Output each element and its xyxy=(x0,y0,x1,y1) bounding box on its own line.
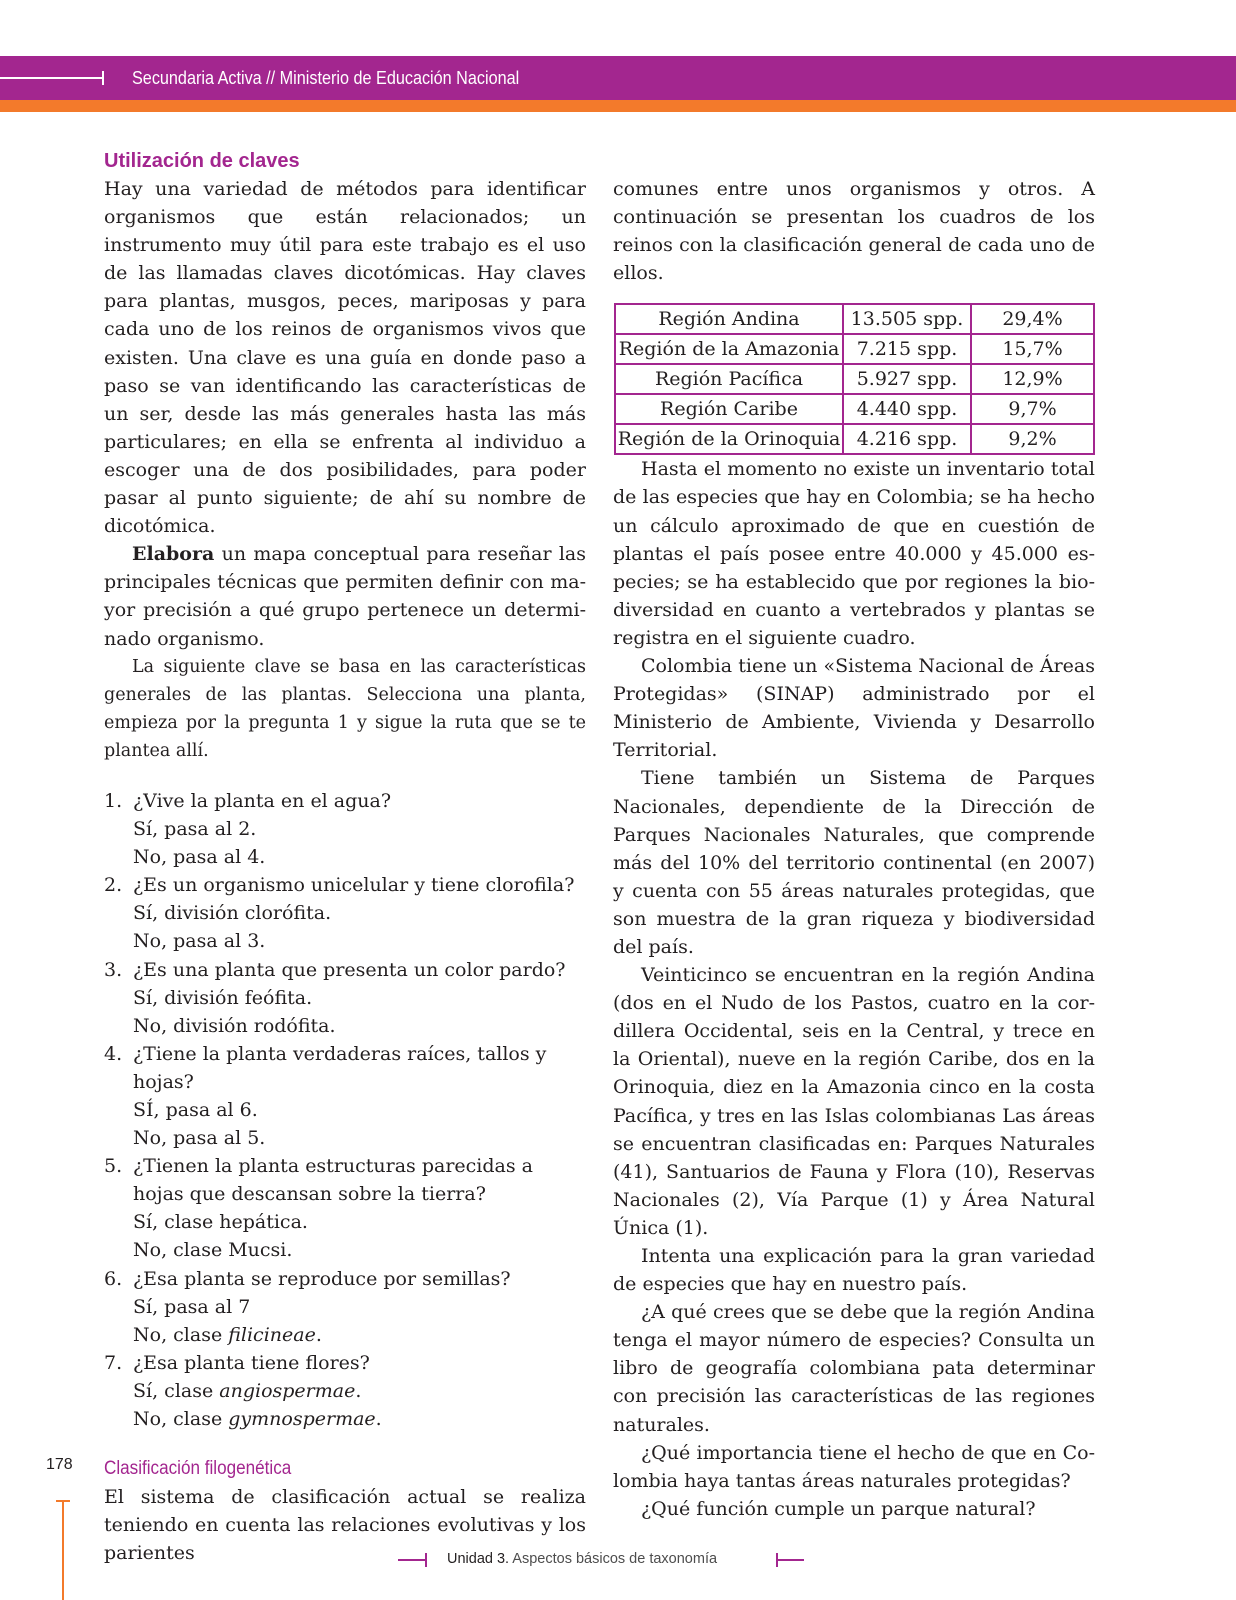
key-item xyxy=(104,1152,586,1264)
percent-cell: 29,4% xyxy=(971,304,1094,334)
percent-cell: 9,7% xyxy=(971,394,1094,424)
key-question: ¿Esa planta se reproduce por semillas? xyxy=(133,1267,511,1290)
key-answer-no: No, pasa al 3. xyxy=(133,930,266,953)
region-cell: Región Andina xyxy=(615,304,843,334)
key-answer-no: No, clase gymnospermae. xyxy=(133,1408,382,1431)
footer-rule-left-tick xyxy=(425,1553,427,1567)
footer-unit-label: Unidad 3. xyxy=(447,1551,510,1567)
region-cell: Región Caribe xyxy=(615,394,843,424)
key-item xyxy=(104,871,586,955)
header-title: Secundaria Activa // Ministerio de Educación Nacional xyxy=(132,68,520,88)
key-number: 7. xyxy=(104,1351,123,1374)
key-answer-no: No, pasa al 4. xyxy=(133,846,266,869)
key-answer-yes: Sí, división feófita. xyxy=(133,986,313,1009)
key-answer-yes: Sí, clase angiospermae. xyxy=(133,1379,362,1402)
key-number: 1. xyxy=(104,789,123,812)
key-question: ¿Esa planta tiene flores? xyxy=(133,1351,370,1374)
paragraph-clave-plantas: La siguiente clave se basa en las características generales de las plantas. Selecciona una planta, empieza por la pregunta 1 y sigue la ruta que se te plantea allí. xyxy=(104,656,586,761)
paragraph-reinos: comunes entre unos organismos y otros. A continuación se presentan los cuadros de los reinos con la clasificación general de cada uno de ellos. xyxy=(613,178,1095,285)
percent-cell: 15,7% xyxy=(971,334,1094,364)
key-answer-yes: Sí, pasa al 2. xyxy=(133,818,257,841)
region-cell: Región de la Orinoquia xyxy=(615,424,843,454)
footer-margin-rule xyxy=(62,1500,64,1600)
key-answer-yes: Sí, división clorófita. xyxy=(133,902,332,925)
paragraph-funcion-parque: ¿Qué función cumple un parque natural? xyxy=(641,1497,1036,1520)
taxon-name: filicineae xyxy=(228,1323,316,1346)
table-row xyxy=(615,364,1094,394)
species-by-region-table xyxy=(614,303,1095,455)
table-row xyxy=(615,304,1094,334)
species-count-cell: 4.216 spp. xyxy=(843,424,971,454)
paragraph-elabora xyxy=(104,540,586,652)
key-answer-no: No, clase filicineae. xyxy=(133,1323,322,1346)
section-heading-claves: Utilización de claves xyxy=(104,150,300,172)
region-cell: Región Pacífica xyxy=(615,364,843,394)
key-answer-yes: SÍ, pasa al 6. xyxy=(133,1099,258,1121)
taxon-name: gymnospermae xyxy=(228,1408,376,1431)
paragraph-claves-intro: Hay una variedad de métodos para identificar organismos que están relacionados; un instrumento muy útil para este trabajo es el uso de las llamadas claves dicotómicas. Hay claves para plantas, musgos, peces, mariposas y para cada uno de los reinos de organismos vivos que existen. Una clave es una guía en donde paso a paso se van identificando las características de un ser, desde las más generales hasta las más particulares; en ella se enfrenta al individuo a escoger una de dos posibilidades, para poder pasar al punto siguiente; de ahí su nombre de dicotómica. xyxy=(104,178,586,538)
species-count-cell: 5.927 spp. xyxy=(843,364,971,394)
paragraph-filogenetica: El sistema de clasificación actual se realiza teniendo en cuenta las relaciones evolutivas y los parientes xyxy=(104,1486,586,1565)
paragraph-distribucion: Veinticinco se encuentran en la región Andina (dos en el Nudo de los Pastos, cuatro en la cordillera Occidental, seis en la Central, y trece en la Oriental), nueve en la región Caribe, dos en la Orinoquia, diez en la Amazonia cinco en la costa Pacífica, y tres en las Islas colombianas Las áreas se encuentran clasificadas en: Parques Naturales (41), Santuarios de Fauna y Flora (10), Reservas Nacionales (2), Vía Parque (1) y Área Natural Única (1). xyxy=(613,964,1095,1239)
taxon-name: angiospermae xyxy=(219,1379,356,1402)
paragraph-importancia: ¿Qué importancia tiene el hecho de que en Colombia haya tantas áreas naturales protegidas? xyxy=(613,1441,1095,1492)
header-rule xyxy=(0,77,102,79)
percent-cell: 12,9% xyxy=(971,364,1094,394)
key-item xyxy=(104,1265,586,1349)
percent-cell: 9,2% xyxy=(971,424,1094,454)
table-row xyxy=(615,424,1094,454)
paragraph-explicacion: Intenta una explicación para la gran variedad de especies que hay en nuestro país. xyxy=(613,1245,1095,1296)
key-question: ¿Es una planta que presenta un color pardo? xyxy=(133,958,566,981)
key-answer-no: No, pasa al 5. xyxy=(133,1127,266,1150)
key-number: 2. xyxy=(104,874,123,897)
key-item xyxy=(104,787,586,871)
elabora-text: un mapa conceptual para reseñar las principales técnicas que permiten definir con mayor precisión a qué grupo pertenece un determinado organismo. xyxy=(104,543,586,650)
key-answer-no: No, división rodófita. xyxy=(133,1014,336,1037)
paragraph-andina-pregunta: ¿A qué crees que se debe que la región Andina tenga el mayor número de especies? Consulta un libro de geografía colombiana pata determinar con precisión las características de las regiones naturales. xyxy=(613,1301,1095,1436)
species-count-cell: 4.440 spp. xyxy=(843,394,971,424)
table-row xyxy=(615,394,1094,424)
key-item xyxy=(104,1349,586,1433)
elabora-bold: Elabora xyxy=(132,543,215,566)
species-count-cell: 13.505 spp. xyxy=(843,304,971,334)
footer-rule-left xyxy=(398,1559,426,1561)
key-question: ¿Vive la planta en el agua? xyxy=(133,789,392,812)
key-answer-no: No, clase Mucsi. xyxy=(133,1239,293,1262)
key-number: 4. xyxy=(104,1042,123,1065)
paragraph-inventario: Hasta el momento no existe un inventario total de las especies que hay en Colombia; se ha hecho un cálculo aproximado de que en cuestión de plantas el país posee entre 40.000 y 45.000 especies; se ha establecido que por regiones la biodiversidad en cuanto a vertebrados y plantas se registra en el siguiente cuadro. xyxy=(613,458,1095,649)
region-cell: Región de la Amazonia xyxy=(615,334,843,364)
key-item xyxy=(104,956,586,1040)
table-row xyxy=(615,334,1094,364)
dichotomous-key xyxy=(104,787,586,1433)
key-number: 3. xyxy=(104,958,123,981)
page-number: 178 xyxy=(46,1456,73,1473)
key-number: 6. xyxy=(104,1267,123,1290)
key-answer-yes: Sí, clase hepática. xyxy=(133,1211,308,1234)
section-heading-filogenetica: Clasificación filogenética xyxy=(104,1458,292,1480)
species-count-cell: 7.215 spp. xyxy=(843,334,971,364)
footer-rule-right xyxy=(776,1559,804,1561)
paragraph-parques: Tiene también un Sistema de Parques Nacionales, dependiente de la Dirección de Parques Nacionales Naturales, que comprende más del 10% del territorio continental (en 2007) y cuenta con 55 áreas naturales protegidas, que son muestra de la gran riqueza y biodiversidad del país. xyxy=(613,767,1095,958)
key-answer-yes: Sí, pasa al 7 xyxy=(133,1295,251,1318)
key-question: ¿Es un organismo unicelular y tiene clorofila? xyxy=(133,874,575,897)
key-question: ¿Tiene la planta verdaderas raíces, tallos y hojas? xyxy=(133,1042,547,1093)
footer-unit-title xyxy=(447,1551,717,1567)
footer-margin-tick xyxy=(56,1500,70,1502)
key-item xyxy=(104,1040,586,1152)
key-question: ¿Tienen la planta estructuras parecidas a hojas que descansan sobre la tierra? xyxy=(133,1155,533,1206)
header-rule-tick xyxy=(102,71,104,85)
footer-unit-name: Aspectos básicos de taxonomía xyxy=(509,1551,718,1567)
paragraph-sinap: Colombia tiene un «Sistema Nacional de Áreas Protegidas» (SINAP) administrado por el Ministerio de Ambiente, Vivienda y Desarrollo Territorial. xyxy=(613,655,1095,762)
left-column xyxy=(104,147,586,1567)
footer-rule-right-tick xyxy=(776,1553,778,1567)
header-accent-stripe xyxy=(0,100,1236,112)
key-number: 5. xyxy=(104,1155,123,1178)
